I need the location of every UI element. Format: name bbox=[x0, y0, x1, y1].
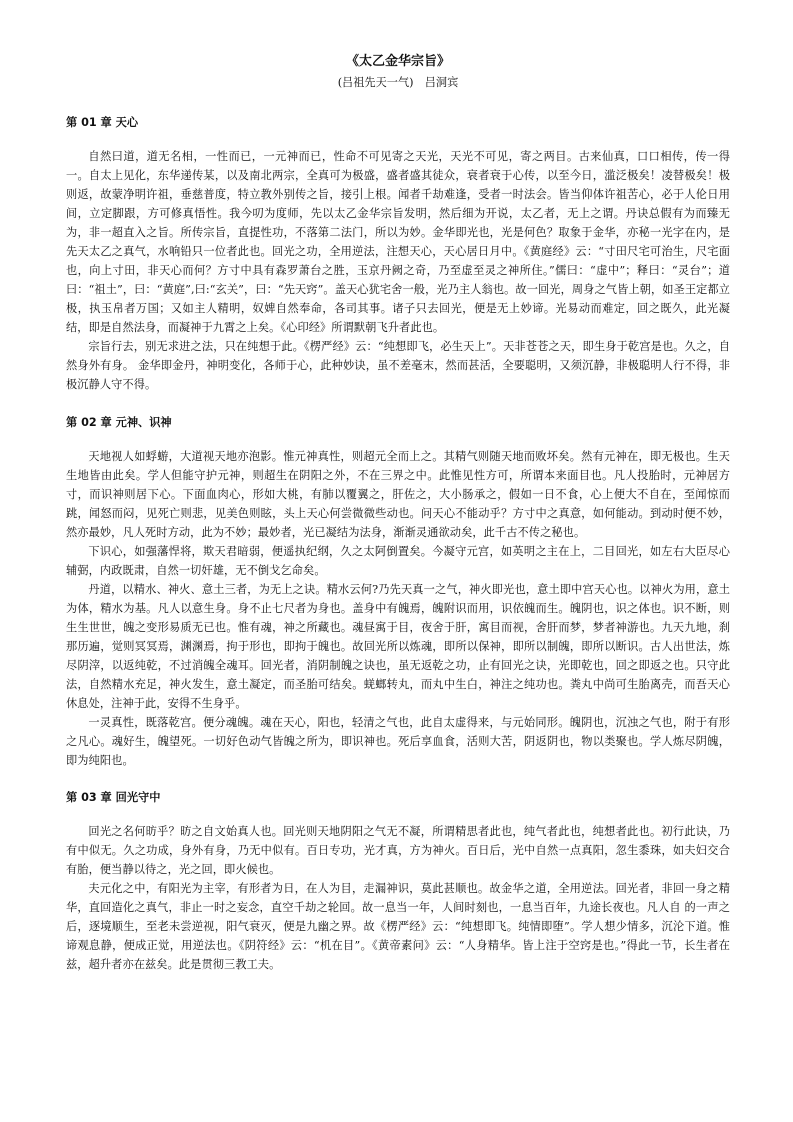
chapter-body bbox=[66, 147, 730, 394]
paragraph: 天地视人如蜉蝣，大道视天地亦泡影。惟元神真性，则超元全而上之。其精气则随天地而败坏矣。然有元神在，即无极也。生天生地皆由此矣。学人但能守护元神，则超生在阴阳之外，不在三界之中。此惟见性方可，所谓本来面目也。凡人投胎时，元神居方寸，而识神则居下心。下面血肉心，形如大桃，有肺以覆翼之，肝佐之，大小肠承之，假如一日不食，心上便大不自在，至闻惊而跳，闻怒而闷，见死亡则悲，见美色则眩，头上天心何尝微微些动也。问天心不能动乎？方寸中之真意，如何能动。到动时便不妙，然亦最妙，凡人死时方动，此为不妙；最妙者，光已凝结为法身，渐渐灵通欲动矣，此千古不传之秘也。 bbox=[66, 450, 730, 539]
chapter-heading: 第 03 章 回光守中 bbox=[66, 791, 161, 804]
paragraph: 宗旨行去，别无求进之法，只在纯想于此。《楞严经》云：“纯想即飞，必生天上”。天非苍苍之天，即生身于乾宫是也。久之，自然身外有身。 金华即金丹，神明变化，各师于心，此种妙诀，虽不差毫末，然而甚活，全要聪明，又须沉静，非极聪明人行不得，非极沉静人守不得。 bbox=[66, 340, 730, 391]
chapter-heading: 第 02 章 元神、识神 bbox=[66, 416, 172, 429]
chapter-body bbox=[66, 447, 730, 770]
paragraph: 丹道，以精水、神火、意土三者，为无上之诀。精水云何?乃先天真一之气，神火即光也，意土即中宫天心也。以神火为用，意土为体，精水为基。凡人以意生身。身不止七尺者为身也。盖身中有魄焉，魄附识而用，识依魄而生。魄阴也，识之体也。识不断，则生生世世，魄之变形易质无已也。惟有魂，神之所藏也。魂昼寓于目，夜舍于肝，寓目而视，舍肝而梦，梦者神游也。九天九地，刹那历遍，觉则冥冥焉，渊渊焉，拘于形也，即拘于魄也。故回光所以炼魂，即所以保神，即所以制魄，即所以断识。古人出世法，炼尽阴滓，以返纯乾，不过消魄全魂耳。回光者，消阴制魄之诀也，虽无返乾之功，止有回光之诀，光即乾也，回之即返之也。只守此法，自然精水充足，神火发生，意土凝定，而圣胎可结矣。蜣螂转丸，而丸中生白，神注之纯功也。粪丸中尚可生胎离壳，而吾天心休息处，注神于此，安得不生身乎。 bbox=[66, 583, 730, 710]
paragraph: 回光之名何昉乎？昉之自文始真人也。回光则天地阴阳之气无不凝，所谓精思者此也，纯气者此也，纯想者此也。初行此诀，乃有中似无。久之功成，身外有身，乃无中似有。百日专功，光才真，方为神火。百日后，光中自然一点真阳，忽生黍珠，如夫妇交合有胎，便当静以待之，光之回，即火候也。 bbox=[66, 825, 730, 876]
chapter-1 bbox=[66, 115, 730, 394]
chapter-body bbox=[66, 822, 730, 974]
chapter-heading: 第 01 章 天心 bbox=[66, 116, 139, 129]
paragraph: 夫元化之中，有阳光为主宰，有形者为日，在人为目，走漏神识，莫此甚顺也。故金华之道，全用逆法。回光者，非回一身之精华，直回造化之真气，非止一时之妄念，直空千劫之轮回。故一息当一年，人间时刻也，一息当百年，九途长夜也。凡人自 的一声之后，逐境顺生，至老未尝逆视，阳气衰灭，便是九幽之界。故《楞严经》云：“纯想即飞。纯情即堕”。学人想少情多，沉沦下道。惟谛观息静，便成正觉，用逆法也。《阴符经》云：“机在目”。《黄帝素问》云：“人身精华。皆上注于空窍是也。”得此一节，长生者在兹，超升者亦在兹矣。此是贯彻三教工夫。 bbox=[66, 882, 730, 971]
paragraph: 一灵真性，既落乾宫。便分魂魄。魂在天心，阳也，轻清之气也，此自太虚得来，与元始同形。魄阴也，沉浊之气也，附于有形之凡心。魂好生，魄望死。一切好色动气皆魄之所为，即识神也。死后享血食，活则大苦，阴返阴也，物以类聚也。学人炼尽阴魄，即为纯阳也。 bbox=[66, 716, 730, 767]
chapter-3 bbox=[66, 790, 730, 974]
paragraph: 自然曰道，道无名相，一性而已，一元神而已，性命不可见寄之天光，天光不可见，寄之两目。古来仙真，口口相传，传一得一。自太上见化，东华递传某，以及南北两宗，全真可为极盛，盛者盛其徒众，衰者衰于心传，以至今日，滥泛极矣！凌替极矣！极则返，故蒙净明许祖，垂慈普度，特立教外别传之旨，接引上根。闻者千劫难逢，受者一时法会。皆当仰体许祖苦心，必于人伦日用间，立定脚跟，方可修真悟性。我今叨为度师，先以太乙金华宗旨发明，然后细为开说，太乙者，无上之谓。丹诀总假有为而臻无为，非一超直入之旨。所传宗旨，直提性功，不落第二法门，所以为妙。金华即光也，光是何色？取象于金华，亦秘一光字在内，是先天太乙之真气，水响铅只一位者此也。回光之功，全用逆法，注想天心，天心居日月中。《黄庭经》云：“寸田尺宅可治生，尺宅面也，向上寸田，非天心而何？方寸中具有森罗萧台之胜，玉京丹阙之奇，乃至虚至灵之神所住。”儒曰：“虚中”；释曰：“灵台”；道曰：“祖土”，曰：“黄庭”,曰:“玄关”，曰：“先天窍”。盖天心犹宅舍一般，光乃主人翁也。故一回光，周身之气皆上朝，如圣王定都立极，执玉帛者万国；又如主人精明，奴婢自然奉命，各司其事。诸子只去回光，便是无上妙谛。光易动而难定，回之既久，此光凝结，即是自然法身，而凝神于九霄之上矣。《心印经》所谓默朝飞升者此也。 bbox=[66, 150, 730, 334]
paragraph: 下识心，如强藩悍将，欺天君暗弱，便遥执纪纲，久之太阿倒置矣。今凝守元宫，如英明之主在上，二目回光，如左右大臣尽心辅弼，内政既肃，自然一切奸雄，无不倒戈乞命矣。 bbox=[66, 545, 730, 577]
document-page bbox=[66, 52, 730, 974]
chapter-2 bbox=[66, 415, 730, 770]
document-title: 《太乙金华宗旨》 bbox=[345, 54, 450, 69]
document-subtitle: (吕祖先天一气) 吕洞宾 bbox=[337, 76, 459, 89]
